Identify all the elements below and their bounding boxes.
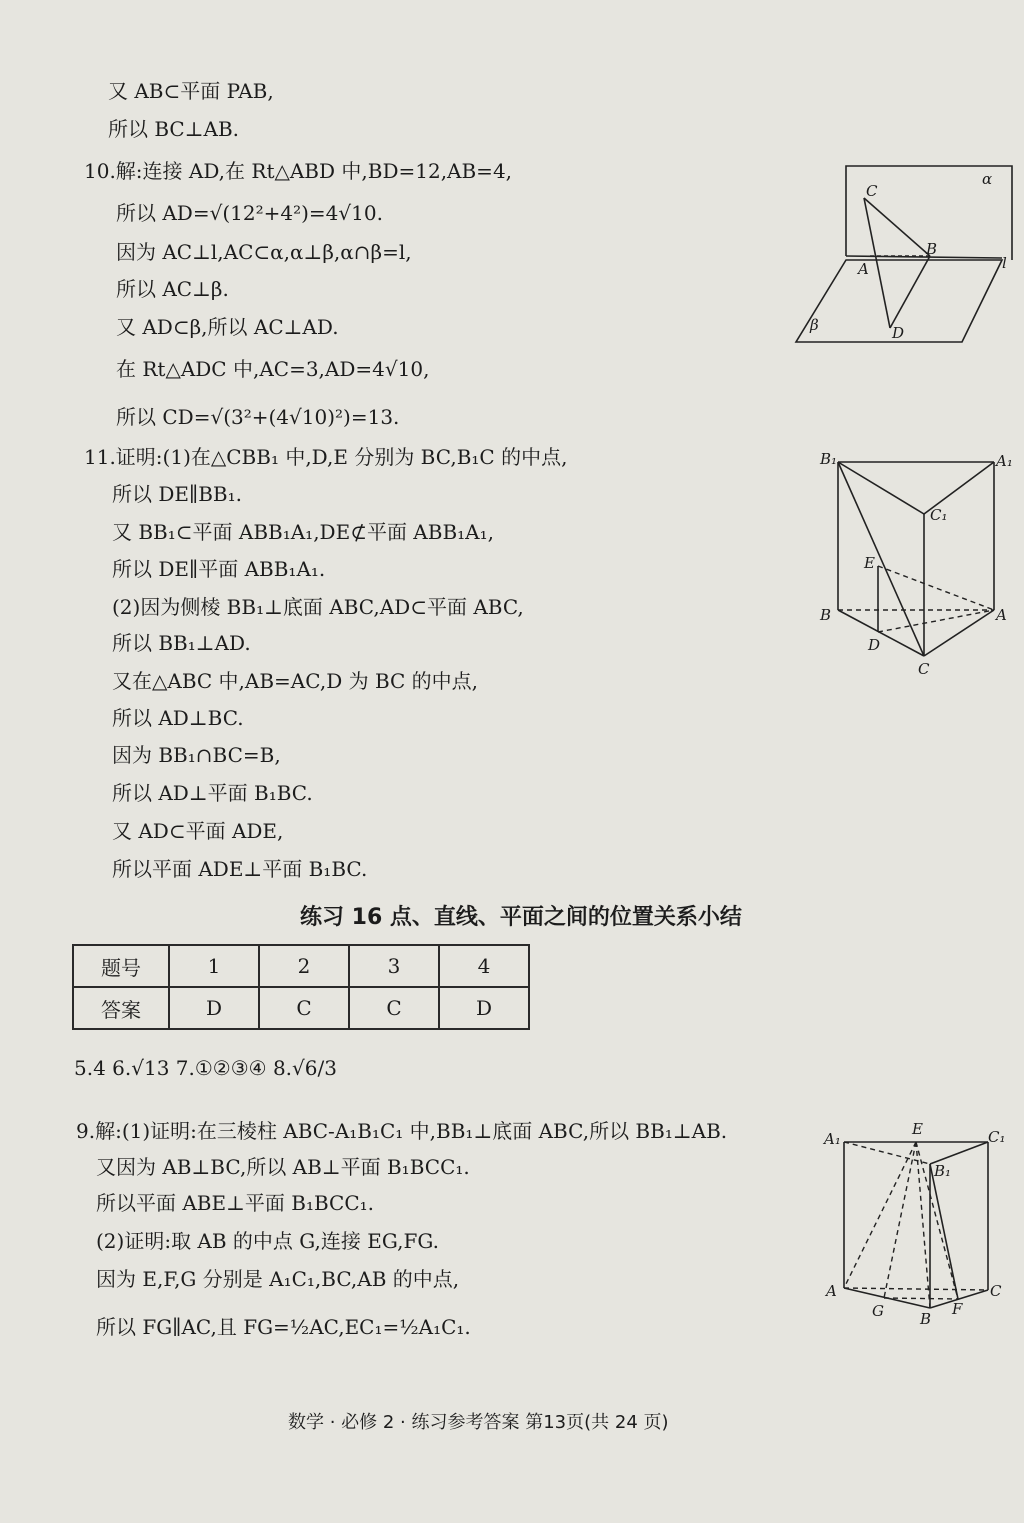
problem-9-heading: 9.解:(1)证明:在三棱柱 ABC-A₁B₁C₁ 中,BB₁⊥底面 ABC,所以 BB₁⊥AB. — [76, 1119, 728, 1143]
figure-prism-11 — [812, 446, 1018, 680]
label-B: B — [926, 240, 938, 258]
text-line: 因为 BB₁∩BC=B, — [112, 743, 281, 767]
problem-11-heading: 11.证明:(1)在△CBB₁ 中,D,E 分别为 BC,B₁C 的中点, — [84, 445, 568, 469]
problem-10-heading: 10.解:连接 AD,在 Rt△ABD 中,BD=12,AB=4, — [84, 159, 513, 183]
text-line: 所以 CD=√(3²+(4√10)²)=13. — [116, 405, 400, 429]
table-row — [73, 987, 529, 1029]
table-cell: 4 — [439, 945, 529, 987]
text-line: 因为 AC⊥l,AC⊂α,α⊥β,α∩β=l, — [116, 240, 412, 264]
table-cell: C — [259, 987, 349, 1029]
figure-planes — [790, 160, 1020, 350]
short-answers: 5.4 6.√13 7.①②③④ 8.√6/3 — [74, 1056, 337, 1080]
text-line: 所以 AD=√(12²+4²)=4√10. — [116, 201, 383, 225]
text-line: 所以平面 ABE⊥平面 B₁BCC₁. — [96, 1191, 375, 1215]
text-line: 所以 DE∥平面 ABB₁A₁. — [112, 557, 326, 581]
text-line: 所以 BB₁⊥AD. — [112, 631, 251, 655]
table-cell: 1 — [169, 945, 259, 987]
section-title: 练习 16 点、直线、平面之间的位置关系小结 — [300, 905, 742, 930]
text-line: 又 BB₁⊂平面 ABB₁A₁,DE⊄平面 ABB₁A₁, — [112, 520, 494, 544]
label-B: B — [820, 606, 832, 624]
answer-table — [72, 944, 530, 1030]
text-line: 在 Rt△ADC 中,AC=3,AD=4√10, — [116, 357, 430, 381]
label-A: A — [996, 606, 1007, 624]
label-C: C — [866, 182, 878, 200]
label-A: A — [826, 1282, 837, 1300]
text-line: 所以平面 ADE⊥平面 B₁BC. — [112, 857, 368, 881]
text-line: 所以 BC⊥AB. — [108, 117, 240, 141]
label-C: C — [918, 660, 930, 678]
text-line: 因为 E,F,G 分别是 A₁C₁,BC,AB 的中点, — [96, 1267, 460, 1291]
text-line: 又 AD⊂平面 ADE, — [112, 819, 284, 843]
figure-prism-9 — [818, 1118, 1018, 1326]
text-line: 所以 FG∥AC,且 FG=½AC,EC₁=½A₁C₁. — [96, 1315, 471, 1339]
table-cell: D — [169, 987, 259, 1029]
table-cell: 3 — [349, 945, 439, 987]
label-B1: B₁ — [820, 450, 838, 468]
label-F: F — [952, 1300, 963, 1318]
text-line: 又 AB⊂平面 PAB, — [108, 79, 274, 103]
table-cell: 2 — [259, 945, 349, 987]
label-E: E — [864, 554, 875, 572]
table-cell: 题号 — [73, 945, 169, 987]
label-G: G — [872, 1302, 884, 1320]
table-cell: C — [349, 987, 439, 1029]
text-line: 所以 AD⊥平面 B₁BC. — [112, 781, 313, 805]
label-A: A — [858, 260, 869, 278]
text-line: 又 AD⊂β,所以 AC⊥AD. — [116, 315, 339, 339]
label-C: C — [990, 1282, 1002, 1300]
text-line: 所以 DE∥BB₁. — [112, 482, 242, 506]
page-footer: 数学 · 必修 2 · 练习参考答案 第13页(共 24 页) — [288, 1412, 669, 1433]
label-beta: β — [810, 316, 819, 334]
label-C1: C₁ — [930, 506, 948, 524]
text-line: 又在△ABC 中,AB=AC,D 为 BC 的中点, — [112, 669, 479, 693]
label-alpha: α — [982, 170, 993, 188]
table-cell: 答案 — [73, 987, 169, 1029]
table-cell: D — [439, 987, 529, 1029]
table-row — [73, 945, 529, 987]
label-D: D — [892, 324, 905, 342]
label-D: D — [868, 636, 881, 654]
text-line: 所以 AD⊥BC. — [112, 706, 244, 730]
text-line: (2)因为侧棱 BB₁⊥底面 ABC,AD⊂平面 ABC, — [112, 595, 524, 619]
text-line: 所以 AC⊥β. — [116, 277, 229, 301]
label-l: l — [1002, 254, 1007, 272]
label-C1: C₁ — [988, 1128, 1006, 1146]
label-E: E — [912, 1120, 923, 1138]
text-line: 又因为 AB⊥BC,所以 AB⊥平面 B₁BCC₁. — [96, 1155, 470, 1179]
label-B1: B₁ — [934, 1162, 952, 1180]
text-line: (2)证明:取 AB 的中点 G,连接 EG,FG. — [96, 1229, 439, 1253]
label-A1: A₁ — [996, 452, 1013, 470]
label-B: B — [920, 1310, 932, 1326]
label-A1: A₁ — [824, 1130, 841, 1148]
